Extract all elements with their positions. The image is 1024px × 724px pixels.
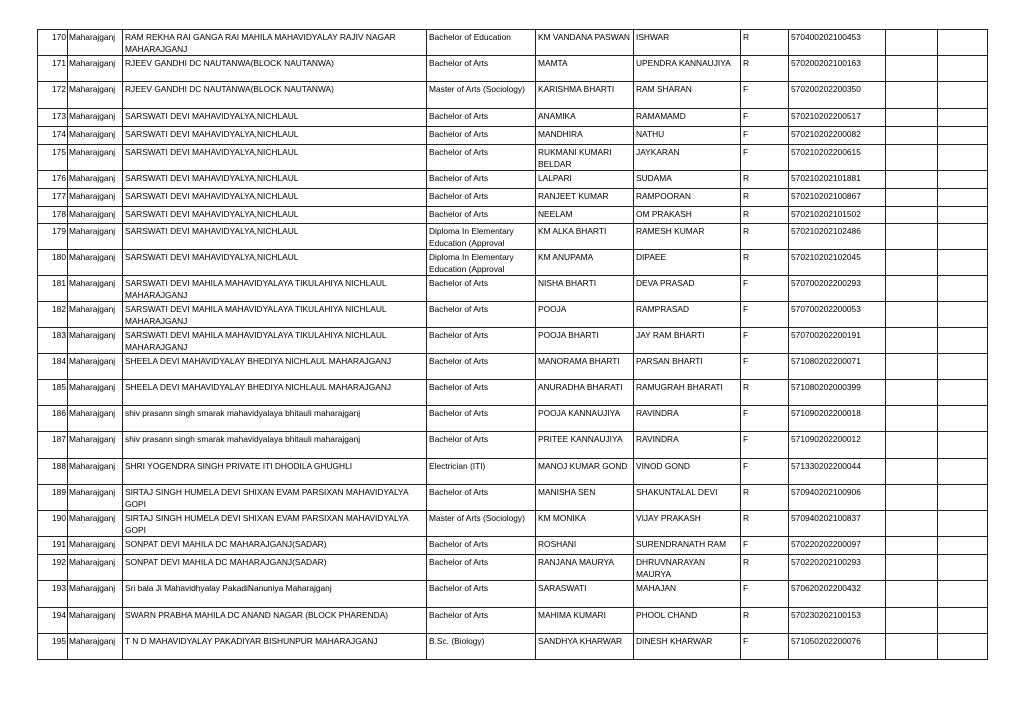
serial-number-cell: 181 [38,276,68,302]
empty-cell [938,250,988,276]
table-row [38,511,988,537]
father-name-cell: VIJAY PRAKASH [634,511,741,537]
table-row [38,171,988,189]
student-name-cell: SANDHYA KHARWAR [536,634,634,660]
college-name-cell: SWARN PRABHA MAHILA DC ANAND NAGAR (BLOCK PHARENDA) [123,608,427,634]
table-row [38,380,988,406]
student-name-cell: RANJEET KUMAR [536,189,634,207]
district-cell: Maharajganj [68,82,123,109]
table-row [38,406,988,432]
student-name-cell: ANAMIKA [536,109,634,127]
district-cell: Maharajganj [68,171,123,189]
district-cell: Maharajganj [68,608,123,634]
student-name-cell: MAMTA [536,56,634,82]
registration-number-cell: 571090202200012 [789,432,886,459]
category-cell: F [741,328,789,354]
student-name-cell: MANORAMA BHARTI [536,354,634,380]
course-cell: Bachelor of Arts [427,555,536,581]
student-name-cell: KARISHMA BHARTI [536,82,634,109]
empty-cell [886,581,938,608]
registration-number-cell: 571330202200044 [789,459,886,485]
college-name-cell: SARSWATI DEVI MAHAVIDYALYA,NICHLAUL [123,145,427,171]
registration-number-cell: 571080202200071 [789,354,886,380]
college-name-cell: SARSWATI DEVI MAHAVIDYALYA,NICHLAUL [123,127,427,145]
college-name-cell: shiv prasann singh smarak mahavidyalaya bhitauli maharajganj [123,432,427,459]
district-cell: Maharajganj [68,581,123,608]
category-cell: F [741,459,789,485]
serial-number-cell: 190 [38,511,68,537]
father-name-cell: RAMUGRAH BHARATI [634,380,741,406]
district-cell: Maharajganj [68,30,123,56]
registration-number-cell: 570700202200191 [789,328,886,354]
table-row [38,537,988,555]
table-row [38,634,988,660]
district-cell: Maharajganj [68,56,123,82]
category-cell: R [741,485,789,511]
table-row [38,581,988,608]
table-row [38,145,988,171]
district-cell: Maharajganj [68,380,123,406]
serial-number-cell: 193 [38,581,68,608]
serial-number-cell: 195 [38,634,68,660]
registration-number-cell: 571050202200076 [789,634,886,660]
registration-number-cell: 570210202101502 [789,207,886,224]
student-name-cell: KM ALKA BHARTI [536,224,634,250]
college-name-cell: SHEELA DEVI MAHAVIDYALAY BHEDIYA NICHLAUL MAHARAJGANJ [123,354,427,380]
student-name-cell: RUKMANI KUMARI BELDAR [536,145,634,171]
empty-cell [938,354,988,380]
serial-number-cell: 179 [38,224,68,250]
course-cell: Bachelor of Arts [427,189,536,207]
empty-cell [938,145,988,171]
empty-cell [886,127,938,145]
college-name-cell: SARSWATI DEVI MAHAVIDYALYA,NICHLAUL [123,189,427,207]
empty-cell [886,432,938,459]
college-name-cell: SARSWATI DEVI MAHAVIDYALYA,NICHLAUL [123,171,427,189]
table-row [38,354,988,380]
empty-cell [886,250,938,276]
empty-cell [886,608,938,634]
registration-number-cell: 571080202000399 [789,380,886,406]
district-cell: Maharajganj [68,459,123,485]
college-name-cell: SIRTAJ SINGH HUMELA DEVI SHIXAN EVAM PARSIXAN MAHAVIDYALYA GOPI [123,511,427,537]
empty-cell [886,485,938,511]
empty-cell [938,82,988,109]
student-name-cell: MANOJ KUMAR GOND [536,459,634,485]
father-name-cell: SURENDRANATH RAM [634,537,741,555]
father-name-cell: DHRUVNARAYAN MAURYA [634,555,741,581]
course-cell: Bachelor of Arts [427,276,536,302]
course-cell: Bachelor of Arts [427,171,536,189]
table-row [38,127,988,145]
father-name-cell: JAYKARAN [634,145,741,171]
table-row [38,109,988,127]
serial-number-cell: 186 [38,406,68,432]
empty-cell [886,145,938,171]
district-cell: Maharajganj [68,109,123,127]
category-cell: R [741,171,789,189]
course-cell: Bachelor of Arts [427,608,536,634]
category-cell: F [741,354,789,380]
empty-cell [938,537,988,555]
empty-cell [886,328,938,354]
district-cell: Maharajganj [68,406,123,432]
registration-number-cell: 570230202100153 [789,608,886,634]
category-cell: F [741,109,789,127]
table-row [38,207,988,224]
student-name-cell: RANJANA MAURYA [536,555,634,581]
course-cell: Bachelor of Arts [427,207,536,224]
student-name-cell: ROSHANI [536,537,634,555]
empty-cell [938,56,988,82]
course-cell: Bachelor of Arts [427,432,536,459]
college-name-cell: SONPAT DEVI MAHILA DC MAHARAJGANJ(SADAR) [123,555,427,581]
serial-number-cell: 188 [38,459,68,485]
empty-cell [886,634,938,660]
father-name-cell: RAM SHARAN [634,82,741,109]
category-cell: R [741,250,789,276]
empty-cell [938,207,988,224]
serial-number-cell: 192 [38,555,68,581]
father-name-cell: VINOD GOND [634,459,741,485]
serial-number-cell: 178 [38,207,68,224]
empty-cell [886,459,938,485]
college-name-cell: T N D MAHAVIDYALAY PAKADIYAR BISHUNPUR MAHARAJGANJ [123,634,427,660]
serial-number-cell: 185 [38,380,68,406]
registration-number-cell: 570210202200517 [789,109,886,127]
registration-number-cell: 570210202200615 [789,145,886,171]
empty-cell [886,189,938,207]
course-cell: Bachelor of Arts [427,406,536,432]
empty-cell [886,82,938,109]
student-name-cell: KM VANDANA PASWAN [536,30,634,56]
father-name-cell: RAVINDRA [634,406,741,432]
student-name-cell: NEELAM [536,207,634,224]
category-cell: F [741,406,789,432]
empty-cell [938,432,988,459]
registration-number-cell: 570200202100163 [789,56,886,82]
table-row [38,250,988,276]
serial-number-cell: 176 [38,171,68,189]
empty-cell [938,511,988,537]
empty-cell [886,555,938,581]
college-name-cell: shiv prasann singh smarak mahavidyalaya bhitauli maharajganj [123,406,427,432]
serial-number-cell: 173 [38,109,68,127]
registration-number-cell: 570400202100453 [789,30,886,56]
empty-cell [886,380,938,406]
father-name-cell: OM PRAKASH [634,207,741,224]
course-cell: Bachelor of Arts [427,485,536,511]
serial-number-cell: 180 [38,250,68,276]
table-row [38,485,988,511]
empty-cell [886,406,938,432]
student-name-cell: KM ANUPAMA [536,250,634,276]
serial-number-cell: 175 [38,145,68,171]
course-cell: Bachelor of Arts [427,56,536,82]
student-name-cell: POOJA BHARTI [536,328,634,354]
empty-cell [886,30,938,56]
category-cell: F [741,145,789,171]
serial-number-cell: 183 [38,328,68,354]
district-cell: Maharajganj [68,145,123,171]
empty-cell [938,224,988,250]
course-cell: Bachelor of Arts [427,380,536,406]
category-cell: F [741,581,789,608]
table-row [38,302,988,328]
serial-number-cell: 194 [38,608,68,634]
district-cell: Maharajganj [68,354,123,380]
father-name-cell: MAHAJAN [634,581,741,608]
student-name-cell: ANURADHA BHARATI [536,380,634,406]
category-cell: R [741,224,789,250]
college-name-cell: SONPAT DEVI MAHILA DC MAHARAJGANJ(SADAR) [123,537,427,555]
student-name-cell: KM MONIKA [536,511,634,537]
serial-number-cell: 177 [38,189,68,207]
category-cell: R [741,380,789,406]
district-cell: Maharajganj [68,537,123,555]
empty-cell [938,380,988,406]
category-cell: F [741,276,789,302]
serial-number-cell: 172 [38,82,68,109]
student-name-cell: NISHA BHARTI [536,276,634,302]
empty-cell [938,555,988,581]
registration-number-cell: 571090202200018 [789,406,886,432]
district-cell: Maharajganj [68,276,123,302]
college-name-cell: SARSWATI DEVI MAHAVIDYALYA,NICHLAUL [123,109,427,127]
registration-number-cell: 570700202200053 [789,302,886,328]
registration-number-cell: 570210202100867 [789,189,886,207]
district-cell: Maharajganj [68,224,123,250]
empty-cell [938,171,988,189]
serial-number-cell: 171 [38,56,68,82]
table-row [38,189,988,207]
father-name-cell: DINESH KHARWAR [634,634,741,660]
college-name-cell: SARSWATI DEVI MAHAVIDYALYA,NICHLAUL [123,250,427,276]
district-cell: Maharajganj [68,485,123,511]
serial-number-cell: 182 [38,302,68,328]
father-name-cell: NATHU [634,127,741,145]
father-name-cell: ISHWAR [634,30,741,56]
empty-cell [886,171,938,189]
empty-cell [938,328,988,354]
empty-cell [886,207,938,224]
college-name-cell: SHRI YOGENDRA SINGH PRIVATE ITI DHODILA GHUGHLI [123,459,427,485]
empty-cell [886,276,938,302]
category-cell: R [741,189,789,207]
course-cell: Bachelor of Arts [427,109,536,127]
serial-number-cell: 191 [38,537,68,555]
course-cell: B.Sc. (Biology) [427,634,536,660]
district-cell: Maharajganj [68,127,123,145]
registration-number-cell: 570940202100906 [789,485,886,511]
course-cell: Diploma In Elementary Education (Approval [427,250,536,276]
student-name-cell: POOJA KANNAUJIYA [536,406,634,432]
document-page [37,29,988,660]
student-list-table [37,29,988,660]
father-name-cell: UPENDRA KANNAUJIYA [634,56,741,82]
table-row [38,432,988,459]
student-name-cell: POOJA [536,302,634,328]
registration-number-cell: 570210202200082 [789,127,886,145]
serial-number-cell: 184 [38,354,68,380]
empty-cell [938,276,988,302]
registration-number-cell: 570700202200293 [789,276,886,302]
father-name-cell: RAMPRASAD [634,302,741,328]
course-cell: Bachelor of Arts [427,537,536,555]
empty-cell [886,56,938,82]
empty-cell [886,354,938,380]
registration-number-cell: 570200202200350 [789,82,886,109]
course-cell: Master of Arts (Sociology) [427,82,536,109]
father-name-cell: RAMPOORAN [634,189,741,207]
table-row [38,608,988,634]
empty-cell [886,224,938,250]
college-name-cell: RJEEV GANDHI DC NAUTANWA(BLOCK NAUTANWA) [123,82,427,109]
course-cell: Bachelor of Arts [427,328,536,354]
college-name-cell: SARSWATI DEVI MAHILA MAHAVIDYALAYA TIKULAHIYA NICHLAUL MAHARAJGANJ [123,302,427,328]
district-cell: Maharajganj [68,189,123,207]
course-cell: Bachelor of Education [427,30,536,56]
course-cell: Bachelor of Arts [427,127,536,145]
father-name-cell: SHAKUNTALAL DEVI [634,485,741,511]
registration-number-cell: 570210202102486 [789,224,886,250]
table-row [38,30,988,56]
empty-cell [938,109,988,127]
father-name-cell: DEVA PRASAD [634,276,741,302]
father-name-cell: RAMESH KUMAR [634,224,741,250]
registration-number-cell: 570220202100293 [789,555,886,581]
category-cell: F [741,634,789,660]
category-cell: R [741,30,789,56]
father-name-cell: RAMAMAMD [634,109,741,127]
table-row [38,276,988,302]
district-cell: Maharajganj [68,432,123,459]
serial-number-cell: 170 [38,30,68,56]
district-cell: Maharajganj [68,207,123,224]
category-cell: F [741,82,789,109]
category-cell: F [741,432,789,459]
district-cell: Maharajganj [68,250,123,276]
serial-number-cell: 189 [38,485,68,511]
empty-cell [938,485,988,511]
district-cell: Maharajganj [68,634,123,660]
district-cell: Maharajganj [68,555,123,581]
table-row [38,555,988,581]
category-cell: R [741,56,789,82]
empty-cell [886,109,938,127]
course-cell: Bachelor of Arts [427,354,536,380]
category-cell: R [741,555,789,581]
student-name-cell: SARASWATI [536,581,634,608]
college-name-cell: RAM REKHA RAI GANGA RAI MAHILA MAHAVIDYALAY RAJIV NAGAR MAHARAJGANJ [123,30,427,56]
college-name-cell: SARSWATI DEVI MAHAVIDYALYA,NICHLAUL [123,224,427,250]
empty-cell [938,459,988,485]
father-name-cell: SUDAMA [634,171,741,189]
empty-cell [938,189,988,207]
course-cell: Bachelor of Arts [427,581,536,608]
empty-cell [938,30,988,56]
course-cell: Master of Arts (Sociology) [427,511,536,537]
father-name-cell: DIPAEE [634,250,741,276]
table-row [38,56,988,82]
table-row [38,459,988,485]
category-cell: R [741,207,789,224]
course-cell: Diploma In Elementary Education (Approval [427,224,536,250]
college-name-cell: SIRTAJ SINGH HUMELA DEVI SHIXAN EVAM PARSIXAN MAHAVIDYALYA GOPI [123,485,427,511]
student-name-cell: MAHIMA KUMARI [536,608,634,634]
course-cell: Bachelor of Arts [427,145,536,171]
category-cell: F [741,127,789,145]
college-name-cell: SARSWATI DEVI MAHAVIDYALYA,NICHLAUL [123,207,427,224]
empty-cell [938,127,988,145]
table-row [38,224,988,250]
registration-number-cell: 570940202100837 [789,511,886,537]
category-cell: F [741,302,789,328]
course-cell: Bachelor of Arts [427,302,536,328]
father-name-cell: JAY RAM BHARTI [634,328,741,354]
table-body [38,30,988,660]
college-name-cell: Sri bala Ji Mahavidhyalay PakadiNanuniya Maharajganj [123,581,427,608]
district-cell: Maharajganj [68,328,123,354]
empty-cell [938,634,988,660]
empty-cell [938,302,988,328]
college-name-cell: RJEEV GANDHI DC NAUTANWA(BLOCK NAUTANWA) [123,56,427,82]
registration-number-cell: 570620202200432 [789,581,886,608]
student-name-cell: MANISHA SEN [536,485,634,511]
serial-number-cell: 187 [38,432,68,459]
registration-number-cell: 570210202102045 [789,250,886,276]
category-cell: R [741,511,789,537]
college-name-cell: SHEELA DEVI MAHAVIDYALAY BHEDIYA NICHLAUL MAHARAJGANJ [123,380,427,406]
table-row [38,82,988,109]
district-cell: Maharajganj [68,511,123,537]
father-name-cell: PHOOL CHAND [634,608,741,634]
student-name-cell: MANDHIRA [536,127,634,145]
empty-cell [938,608,988,634]
registration-number-cell: 570220202200097 [789,537,886,555]
empty-cell [938,406,988,432]
registration-number-cell: 570210202101881 [789,171,886,189]
serial-number-cell: 174 [38,127,68,145]
empty-cell [886,302,938,328]
student-name-cell: PRITEE KANNAUJIYA [536,432,634,459]
district-cell: Maharajganj [68,302,123,328]
father-name-cell: RAVINDRA [634,432,741,459]
course-cell: Electrician (ITI) [427,459,536,485]
category-cell: R [741,608,789,634]
empty-cell [938,581,988,608]
father-name-cell: PARSAN BHARTI [634,354,741,380]
table-row [38,328,988,354]
student-name-cell: LALPARI [536,171,634,189]
empty-cell [886,511,938,537]
category-cell: F [741,537,789,555]
college-name-cell: SARSWATI DEVI MAHILA MAHAVIDYALAYA TIKULAHIYA NICHLAUL MAHARAJGANJ [123,328,427,354]
college-name-cell: SARSWATI DEVI MAHILA MAHAVIDYALAYA TIKULAHIYA NICHLAUL MAHARAJGANJ [123,276,427,302]
empty-cell [886,537,938,555]
